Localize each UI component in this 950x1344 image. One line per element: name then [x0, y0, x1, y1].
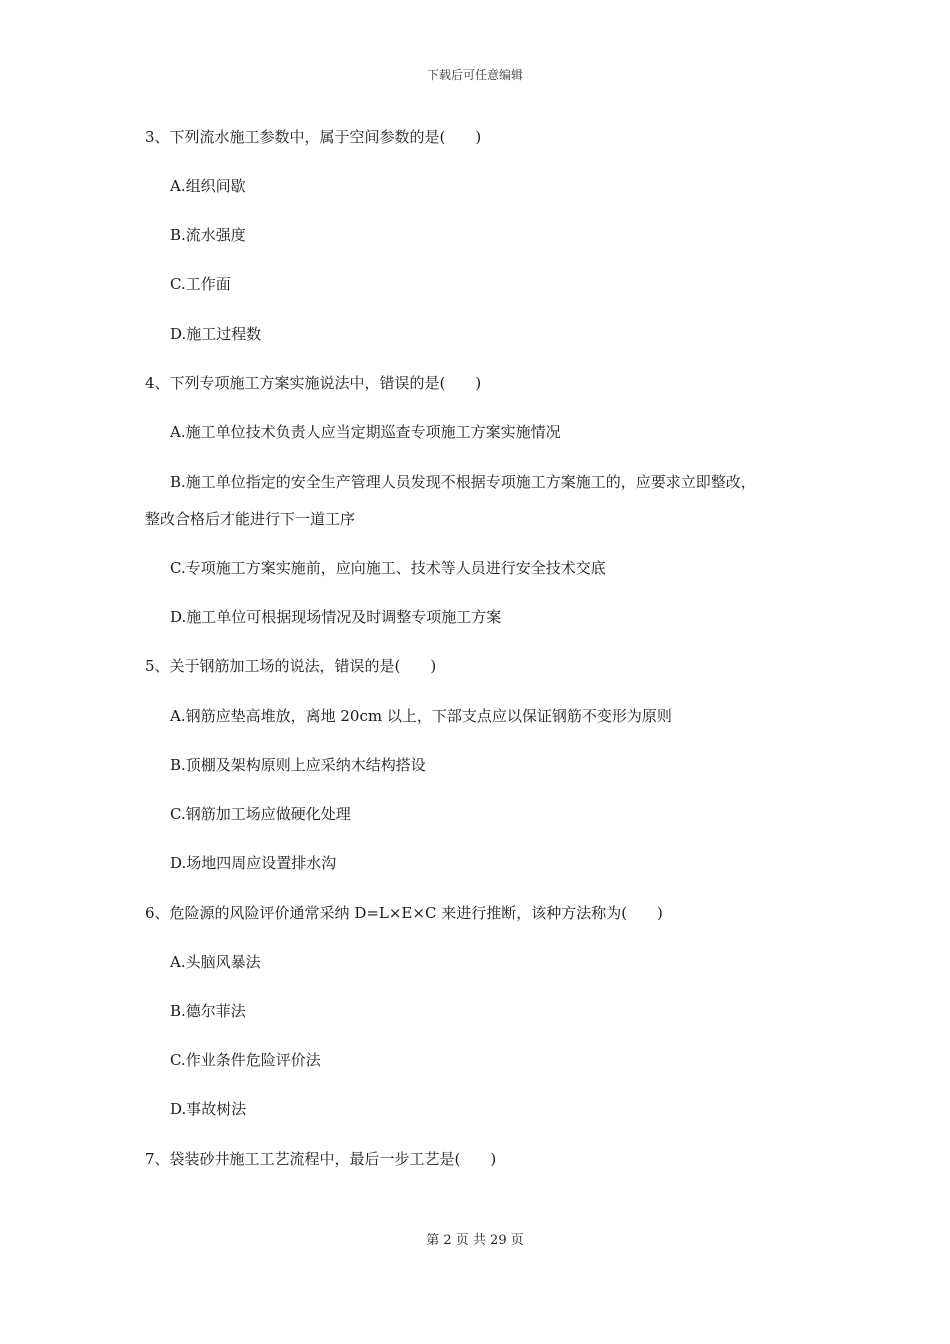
- option-a: A.组织间歇: [170, 177, 246, 195]
- option-c: C.作业条件危险评价法: [170, 1051, 321, 1069]
- option-b: B.顶棚及架构原则上应采纳木结构搭设: [170, 756, 426, 774]
- option-a: A.钢筋应垫高堆放，离地 20cm 以上，下部支点应以保证钢筋不变形为原则: [170, 707, 672, 725]
- option-c: C.工作面: [170, 275, 231, 293]
- option-c: C.专项施工方案实施前，应向施工、技术等人员进行安全技术交底: [170, 559, 606, 577]
- page-header: 下载后可任意编辑: [426, 68, 523, 82]
- option-b: B.流水强度: [170, 226, 246, 244]
- question-stem: 3、下列流水施工参数中，属于空间参数的是( ): [145, 128, 482, 146]
- option-c: C.钢筋加工场应做硬化处理: [170, 805, 351, 823]
- option-b-continuation: 整改合格后才能进行下一道工序: [145, 510, 356, 528]
- option-d: D.施工过程数: [170, 325, 262, 343]
- option-d: D.事故树法: [170, 1100, 247, 1118]
- option-a: A.头脑风暴法: [170, 953, 261, 971]
- option-d: D.施工单位可根据现场情况及时调整专项施工方案: [170, 608, 502, 626]
- option-b: B.德尔菲法: [170, 1002, 246, 1020]
- option-b: B.施工单位指定的安全生产管理人员发现不根据专项施工方案施工的，应要求立即整改，: [170, 473, 756, 491]
- option-a: A.施工单位技术负责人应当定期巡查专项施工方案实施情况: [170, 423, 561, 441]
- question-stem: 7、袋装砂井施工工艺流程中，最后一步工艺是( ): [145, 1150, 497, 1168]
- question-stem: 5、关于钢筋加工场的说法，错误的是( ): [145, 657, 437, 675]
- question-stem: 4、下列专项施工方案实施说法中，错误的是( ): [145, 374, 482, 392]
- page-footer: 第 2 页 共 29 页: [426, 1233, 524, 1248]
- question-stem: 6、危险源的风险评价通常采纳 D=L×E×C 来进行推断，该种方法称为( ): [145, 904, 663, 922]
- option-d: D.场地四周应设置排水沟: [170, 854, 337, 872]
